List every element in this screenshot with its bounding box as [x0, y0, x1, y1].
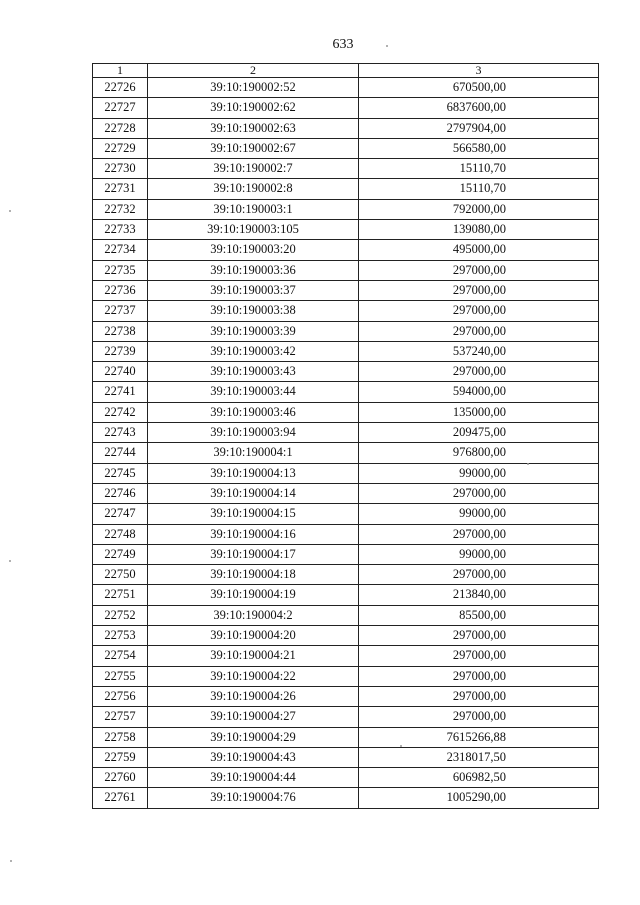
column-header: 1: [93, 64, 148, 78]
row-number-cell: 22731: [93, 179, 148, 199]
value-cell: 606982,50: [359, 768, 599, 788]
row-number-cell: 22741: [93, 382, 148, 402]
cadastral-number-cell: 39:10:190003:42: [148, 341, 359, 361]
row-number-cell: 22745: [93, 463, 148, 483]
value-cell: 99000,00: [359, 544, 599, 564]
cadastral-number-cell: 39:10:190003:36: [148, 260, 359, 280]
value-cell: 670500,00: [359, 78, 599, 98]
row-number-cell: 22728: [93, 118, 148, 138]
value-cell: 7615266,88: [359, 727, 599, 747]
cadastral-number-cell: 39:10:190004:26: [148, 686, 359, 706]
cadastral-number-cell: 39:10:190002:8: [148, 179, 359, 199]
row-number-cell: 22758: [93, 727, 148, 747]
cadastral-number-cell: 39:10:190003:43: [148, 362, 359, 382]
row-number-cell: 22759: [93, 747, 148, 767]
table-row: [93, 260, 599, 280]
cadastral-number-cell: 39:10:190004:1: [148, 443, 359, 463]
value-cell: 537240,00: [359, 341, 599, 361]
table-row: [93, 585, 599, 605]
table-row: [93, 443, 599, 463]
row-number-cell: 22730: [93, 159, 148, 179]
scan-speck: [400, 745, 402, 747]
table-row: [93, 240, 599, 260]
row-number-cell: 22744: [93, 443, 148, 463]
row-number-cell: 22753: [93, 626, 148, 646]
value-cell: 297000,00: [359, 260, 599, 280]
value-cell: 135000,00: [359, 402, 599, 422]
row-number-cell: 22754: [93, 646, 148, 666]
table-row: [93, 78, 599, 98]
cadastral-number-cell: 39:10:190003:105: [148, 220, 359, 240]
row-number-cell: 22748: [93, 524, 148, 544]
row-number-cell: 22735: [93, 260, 148, 280]
row-number-cell: 22756: [93, 686, 148, 706]
cadastral-number-cell: 39:10:190004:20: [148, 626, 359, 646]
value-cell: 297000,00: [359, 626, 599, 646]
table-row: [93, 707, 599, 727]
value-cell: 297000,00: [359, 707, 599, 727]
table-row: [93, 341, 599, 361]
table-row: [93, 280, 599, 300]
value-cell: 2318017,50: [359, 747, 599, 767]
value-cell: 297000,00: [359, 321, 599, 341]
table-row: [93, 159, 599, 179]
cadastral-number-cell: 39:10:190004:13: [148, 463, 359, 483]
value-cell: 297000,00: [359, 301, 599, 321]
value-cell: 15110,70: [359, 159, 599, 179]
cadastral-number-cell: 39:10:190004:43: [148, 747, 359, 767]
table-row: [93, 199, 599, 219]
table-row: [93, 626, 599, 646]
scan-speck: [527, 463, 529, 465]
value-cell: 213840,00: [359, 585, 599, 605]
cadastral-number-cell: 39:10:190004:76: [148, 788, 359, 808]
row-number-cell: 22738: [93, 321, 148, 341]
table-row: [93, 666, 599, 686]
value-cell: 209475,00: [359, 423, 599, 443]
row-number-cell: 22747: [93, 504, 148, 524]
table-row: [93, 423, 599, 443]
table-row: [93, 98, 599, 118]
row-number-cell: 22729: [93, 138, 148, 158]
scan-speck: [9, 210, 11, 212]
row-number-cell: 22752: [93, 605, 148, 625]
table-row: [93, 362, 599, 382]
table-row: [93, 463, 599, 483]
row-number-cell: 22732: [93, 199, 148, 219]
value-cell: 139080,00: [359, 220, 599, 240]
cadastral-number-cell: 39:10:190003:37: [148, 280, 359, 300]
row-number-cell: 22761: [93, 788, 148, 808]
table-row: [93, 768, 599, 788]
cadastral-number-cell: 39:10:190004:29: [148, 727, 359, 747]
table-row: [93, 321, 599, 341]
row-number-cell: 22734: [93, 240, 148, 260]
table-row: [93, 179, 599, 199]
cadastral-number-cell: 39:10:190003:20: [148, 240, 359, 260]
value-cell: 1005290,00: [359, 788, 599, 808]
table-body: [93, 78, 599, 809]
value-cell: 85500,00: [359, 605, 599, 625]
cadastral-number-cell: 39:10:190004:14: [148, 483, 359, 503]
row-number-cell: 22749: [93, 544, 148, 564]
row-number-cell: 22736: [93, 280, 148, 300]
scan-speck: [386, 45, 388, 47]
table-row: [93, 565, 599, 585]
table-row: [93, 544, 599, 564]
table-row: [93, 483, 599, 503]
table-row: [93, 118, 599, 138]
cadastral-number-cell: 39:10:190004:22: [148, 666, 359, 686]
scan-speck: [9, 560, 11, 562]
row-number-cell: 22733: [93, 220, 148, 240]
cadastral-number-cell: 39:10:190004:2: [148, 605, 359, 625]
table-row: [93, 686, 599, 706]
cadastral-number-cell: 39:10:190002:7: [148, 159, 359, 179]
table-header-row: [93, 64, 599, 78]
row-number-cell: 22750: [93, 565, 148, 585]
table-row: [93, 727, 599, 747]
value-cell: 297000,00: [359, 666, 599, 686]
value-cell: 297000,00: [359, 686, 599, 706]
cadastral-number-cell: 39:10:190004:19: [148, 585, 359, 605]
table-row: [93, 301, 599, 321]
value-cell: 495000,00: [359, 240, 599, 260]
value-cell: 2797904,00: [359, 118, 599, 138]
row-number-cell: 22760: [93, 768, 148, 788]
row-number-cell: 22726: [93, 78, 148, 98]
value-cell: 99000,00: [359, 463, 599, 483]
value-cell: 297000,00: [359, 524, 599, 544]
column-header: 2: [148, 64, 359, 78]
row-number-cell: 22739: [93, 341, 148, 361]
cadastral-number-cell: 39:10:190004:16: [148, 524, 359, 544]
value-cell: 594000,00: [359, 382, 599, 402]
table-row: [93, 402, 599, 422]
table-row: [93, 220, 599, 240]
cadastral-number-cell: 39:10:190004:15: [148, 504, 359, 524]
table-row: [93, 382, 599, 402]
cadastral-number-cell: 39:10:190003:38: [148, 301, 359, 321]
table-row: [93, 747, 599, 767]
value-cell: 297000,00: [359, 280, 599, 300]
value-cell: 297000,00: [359, 483, 599, 503]
cadastral-number-cell: 39:10:190003:1: [148, 199, 359, 219]
row-number-cell: 22755: [93, 666, 148, 686]
row-number-cell: 22742: [93, 402, 148, 422]
row-number-cell: 22727: [93, 98, 148, 118]
cadastral-number-cell: 39:10:190004:27: [148, 707, 359, 727]
row-number-cell: 22757: [93, 707, 148, 727]
cadastral-number-cell: 39:10:190003:39: [148, 321, 359, 341]
row-number-cell: 22743: [93, 423, 148, 443]
value-cell: 792000,00: [359, 199, 599, 219]
column-header: 3: [359, 64, 599, 78]
row-number-cell: 22740: [93, 362, 148, 382]
value-cell: 297000,00: [359, 646, 599, 666]
data-table: [92, 63, 599, 809]
cadastral-number-cell: 39:10:190004:21: [148, 646, 359, 666]
value-cell: 566580,00: [359, 138, 599, 158]
table-row: [93, 605, 599, 625]
value-cell: 15110,70: [359, 179, 599, 199]
table-row: [93, 504, 599, 524]
value-cell: 297000,00: [359, 362, 599, 382]
cadastral-number-cell: 39:10:190002:67: [148, 138, 359, 158]
table-row: [93, 524, 599, 544]
cadastral-number-cell: 39:10:190004:18: [148, 565, 359, 585]
cadastral-number-cell: 39:10:190003:46: [148, 402, 359, 422]
cadastral-number-cell: 39:10:190004:17: [148, 544, 359, 564]
scan-speck: [10, 860, 12, 862]
table-row: [93, 138, 599, 158]
value-cell: 297000,00: [359, 565, 599, 585]
cadastral-number-cell: 39:10:190002:52: [148, 78, 359, 98]
table-row: [93, 646, 599, 666]
table-row: [93, 788, 599, 808]
value-cell: 976800,00: [359, 443, 599, 463]
cadastral-number-cell: 39:10:190002:62: [148, 98, 359, 118]
row-number-cell: 22746: [93, 483, 148, 503]
value-cell: 6837600,00: [359, 98, 599, 118]
cadastral-number-cell: 39:10:190002:63: [148, 118, 359, 138]
cadastral-number-cell: 39:10:190003:94: [148, 423, 359, 443]
cadastral-number-cell: 39:10:190004:44: [148, 768, 359, 788]
page-number: 633: [332, 37, 354, 52]
row-number-cell: 22751: [93, 585, 148, 605]
row-number-cell: 22737: [93, 301, 148, 321]
value-cell: 99000,00: [359, 504, 599, 524]
cadastral-number-cell: 39:10:190003:44: [148, 382, 359, 402]
